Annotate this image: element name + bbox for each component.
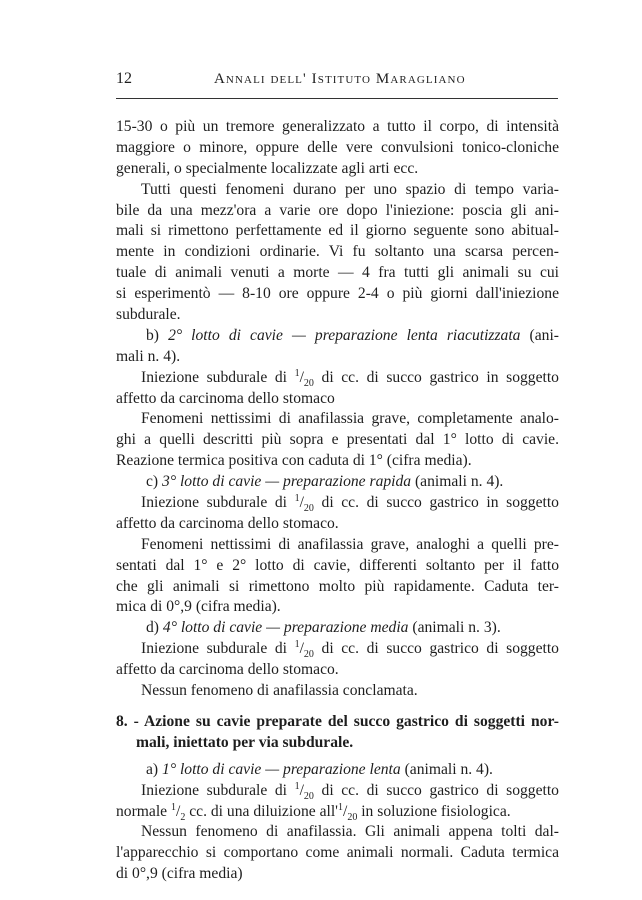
text-line: che gli animali si rimettono molto più rapidamente. Caduta ter- — [116, 577, 559, 595]
fraction: $^1/_2$ — [171, 801, 186, 823]
subsection-b-heading: b) 2° lotto di cavie — preparazione lenta riacutizzata (ani- — [146, 326, 559, 344]
section-gap — [116, 702, 559, 712]
text-line: affetto da carcinoma dello stomaco — [116, 389, 335, 407]
subsection-d-heading: d) 4° lotto di cavie — preparazione media (animali n. 3). — [146, 619, 501, 637]
text-line: bile da una mezz'ora a varie ore dopo l'iniezione: poscia gli ani- — [116, 201, 559, 219]
text-line: 15-30 o più un tremore generalizzato a tutto il corpo, di intensità — [116, 118, 559, 135]
text-line: Nessun fenomeno di anafilassia. Gli animali appena tolti dal- — [141, 823, 559, 841]
text-line: Nessun fenomeno di anafilassia conclamata. — [141, 682, 418, 700]
injection-line: Iniezione subdurale di $^1/_{20}$ di cc. di succo gastrico in soggetto — [141, 492, 559, 515]
injection-line: Iniezione subdurale di $^1/_{20}$ di cc. di succo gastrico di soggetto — [141, 780, 559, 802]
section-8-heading-cont: mali, iniettato per via subdurale. — [136, 733, 354, 751]
text-line: ghi a quelli descritti più sopra e presentati dal 1° lotto di cavie. — [116, 431, 559, 449]
fraction: $^1/_{20}$ — [294, 780, 314, 802]
page-header — [116, 70, 556, 94]
text-line: si esperimentò — 8-10 ore oppure 2-4 o più giorni dall'iniezione — [116, 285, 559, 303]
text-line: generali, o specialmente localizzate agli arti ecc. — [116, 159, 419, 177]
injection-line: Iniezione subdurale di $^1/_{20}$ di cc. di succo gastrico in soggetto — [141, 367, 559, 389]
text-line: di 0°,9 (cifra media) — [116, 865, 243, 883]
fraction: $^1/_{20}$ — [294, 639, 314, 661]
subsection-a-heading: a) 1° lotto di cavie — preparazione lenta (animali n. 4). — [146, 760, 493, 778]
text-line: mica di 0°,9 (cifra media). — [116, 598, 281, 616]
fraction: $^1/_{20}$ — [294, 367, 314, 389]
text-line: affetto da carcinoma dello stomaco. — [116, 661, 339, 679]
text-line: Reazione termica positiva con caduta di 1° (cifra media). — [116, 452, 472, 470]
fraction: $^1/_{20}$ — [294, 492, 314, 515]
subsection-c-heading: c) 3° lotto di cavie — preparazione rapida (animali n. 4). — [146, 473, 504, 491]
text-line: mali n. 4). — [116, 347, 181, 365]
text-line: mali si rimettono perfettamente ed il giorno seguente sono abitual- — [116, 222, 559, 240]
page-number: 12 — [116, 70, 132, 87]
running-head: Annali dell' Istituto Maragliano — [214, 71, 466, 87]
injection-line: Iniezione subdurale di $^1/_{20}$ di cc. di succo gastrico di soggetto — [141, 639, 559, 661]
dilution-line: normale $^1/_2$ cc. di una diluizione $all'^1/_{20}$ in soluzione fisiologica. — [116, 801, 511, 823]
text-line: tuale di animali venuti a morte — 4 fra tutti gli animali su cui — [116, 264, 559, 282]
section-8-heading: 8. - Azione su cavie preparate del succo gastrico di soggetti nor- — [116, 712, 559, 730]
text-line: Fenomeni nettissimi di anafilassia grave, completamente analo- — [141, 410, 559, 428]
text-line: sentati dal 1° e 2° lotto di cavie, differenti soltanto per il fatto — [116, 556, 559, 574]
header-rule — [116, 98, 558, 99]
fraction: $^1/_{20}$ — [337, 801, 358, 823]
text-line: Tutti questi fenomeni durano per uno spazio di tempo varia- — [141, 180, 559, 198]
text-line: affetto da carcinoma dello stomaco. — [116, 514, 339, 532]
text-line: subdurale. — [116, 306, 181, 324]
body-text — [116, 117, 559, 885]
text-line: Fenomeni nettissimi di anafilassia grave, analoghi a quelli pre- — [141, 535, 559, 553]
text-line: maggiore o minore, oppure delle vere convulsioni tonico-cloniche — [116, 138, 559, 156]
text-line: mente in condizioni ordinarie. Vi fu soltanto una scarsa percen- — [116, 243, 559, 261]
text-line: l'apparecchio si comportano come animali normali. Caduta termica — [116, 844, 559, 862]
